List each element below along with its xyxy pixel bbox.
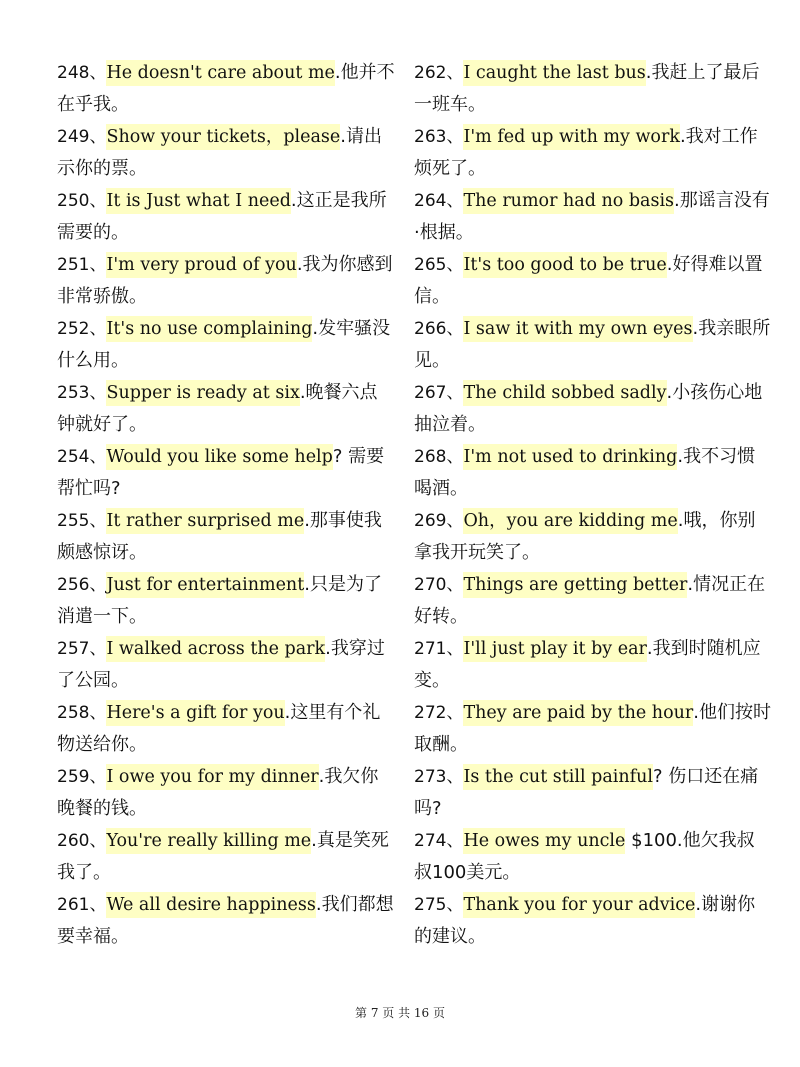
entry-number: 250、 [57, 191, 107, 211]
entry-number: 262、 [414, 63, 464, 83]
english-phrase: I saw it with my own eyes [463, 316, 692, 342]
english-phrase: I owe you for my dinner [106, 764, 318, 790]
entry-number: 251、 [57, 255, 107, 275]
phrase-entry [57, 825, 395, 889]
entry-number: 266、 [414, 319, 464, 339]
phrase-entry [57, 121, 395, 185]
chinese-translation: .我们都想要幸福。 [57, 894, 394, 947]
chinese-translation: .那谣言没有·根据。 [414, 190, 770, 243]
chinese-translation: .我穿过了公园。 [57, 638, 385, 691]
entry-number: 255、 [57, 511, 107, 531]
phrase-entry [57, 697, 395, 761]
entry-number: 257、 [57, 639, 107, 659]
english-phrase: I'll just play it by ear [463, 636, 646, 662]
english-phrase: It is Just what I need [106, 188, 290, 214]
phrase-entry [57, 441, 395, 505]
english-phrase: I caught the last bus [463, 60, 645, 86]
entry-number: 274、 [414, 831, 464, 851]
english-phrase: Just for entertainment [106, 572, 304, 598]
phrase-entry [414, 185, 772, 249]
entry-number: 263、 [414, 127, 464, 147]
phrase-entry [414, 633, 772, 697]
entry-number: 273、 [414, 767, 464, 787]
phrase-entry [57, 377, 395, 441]
phrase-entry [414, 57, 772, 121]
entry-number: 249、 [57, 127, 107, 147]
phrase-entry [414, 761, 772, 825]
english-phrase: Oh，you are kidding me [463, 508, 677, 534]
phrase-entry [57, 185, 395, 249]
entry-number: 275、 [414, 895, 464, 915]
chinese-translation: ? 需要帮忙吗? [57, 446, 385, 499]
chinese-translation: .发牢骚没什么用。 [57, 318, 391, 371]
right-column [414, 57, 772, 953]
phrase-entry [414, 825, 772, 889]
chinese-translation: .谢谢你的建议。 [414, 894, 756, 947]
phrase-entry [57, 249, 395, 313]
chinese-translation: .晚餐六点钟就好了。 [57, 382, 378, 435]
entry-number: 258、 [57, 703, 107, 723]
english-phrase: Would you like some help [106, 444, 332, 470]
phrase-entry [57, 569, 395, 633]
chinese-translation: .他们按时取酬。 [414, 702, 771, 755]
chinese-translation: .好得难以置信。 [414, 254, 763, 307]
chinese-translation: .他并不在乎我。 [57, 62, 395, 115]
english-phrase: We all desire happiness [106, 892, 315, 918]
phrase-entry [414, 377, 772, 441]
entry-number: 268、 [414, 447, 464, 467]
phrase-entry [57, 889, 395, 953]
page-number-footer: 第 7 页 共 16 页 [355, 1006, 445, 1020]
phrase-entry [414, 313, 772, 377]
phrase-entry [57, 633, 395, 697]
english-phrase: He doesn't care about me [106, 60, 334, 86]
phrase-entry [414, 889, 772, 953]
chinese-translation: .这里有个礼物送给你。 [57, 702, 381, 755]
entry-number: 253、 [57, 383, 107, 403]
entry-number: 261、 [57, 895, 107, 915]
english-phrase: It rather surprised me [106, 508, 304, 534]
entry-number: 272、 [414, 703, 464, 723]
chinese-translation: .我对工作烦死了。 [414, 126, 758, 179]
chinese-translation: .哦，你别拿我开玩笑了。 [414, 510, 756, 563]
phrase-entry [414, 697, 772, 761]
entry-number: 264、 [414, 191, 464, 211]
phrase-entry [57, 57, 395, 121]
entry-number: 271、 [414, 639, 464, 659]
phrase-entry [57, 505, 395, 569]
english-phrase: Here's a gift for you [106, 700, 284, 726]
chinese-translation: .请出示你的票。 [57, 126, 382, 179]
chinese-translation: .我亲眼所见。 [414, 318, 771, 371]
entry-number: 248、 [57, 63, 107, 83]
english-phrase: The rumor had no basis [463, 188, 674, 214]
english-phrase: Things are getting better [463, 572, 687, 598]
chinese-translation: .这正是我所需要的。 [57, 190, 387, 243]
english-phrase: They are paid by the hour [463, 700, 693, 726]
english-phrase: I'm very proud of you [106, 252, 296, 278]
phrase-entry [414, 249, 772, 313]
english-phrase: Thank you for your advice [463, 892, 695, 918]
english-phrase: You're really killing me [106, 828, 311, 854]
english-phrase: He owes my uncle [463, 828, 625, 854]
phrase-entry [414, 121, 772, 185]
phrase-entry [414, 569, 772, 633]
phrase-entry [414, 441, 772, 505]
chinese-translation: ? 伤口还在痛吗? [414, 766, 759, 819]
english-phrase: I walked across the park [106, 636, 325, 662]
chinese-translation: .那事使我颇感惊讶。 [57, 510, 382, 563]
phrase-entry [414, 505, 772, 569]
chinese-translation: .小孩伤心地抽泣着。 [414, 382, 763, 435]
chinese-translation: $100.他欠我叔叔100美元。 [414, 830, 755, 883]
entry-number: 259、 [57, 767, 107, 787]
phrase-entry [57, 761, 395, 825]
english-phrase: It's too good to be true [463, 252, 666, 278]
english-phrase: Is the cut still painful [463, 764, 653, 790]
entry-number: 252、 [57, 319, 107, 339]
chinese-translation: .真是笑死我了。 [57, 830, 389, 883]
english-phrase: It's no use complaining [106, 316, 312, 342]
chinese-translation: .我为你感到非常骄傲。 [57, 254, 393, 307]
chinese-translation: .我欠你晚餐的钱。 [57, 766, 379, 819]
english-phrase: I'm fed up with my work [463, 124, 680, 150]
entry-number: 270、 [414, 575, 464, 595]
entry-number: 260、 [57, 831, 107, 851]
entry-number: 265、 [414, 255, 464, 275]
entry-number: 256、 [57, 575, 107, 595]
english-phrase: I'm not used to drinking [463, 444, 677, 470]
chinese-translation: .我到时随机应变。 [414, 638, 761, 691]
left-column [57, 57, 395, 953]
english-phrase: The child sobbed sadly [463, 380, 666, 406]
english-phrase: Supper is ready at six [106, 380, 299, 406]
entry-number: 254、 [57, 447, 107, 467]
english-phrase: Show your tickets，please [106, 124, 340, 150]
entry-number: 269、 [414, 511, 464, 531]
chinese-translation: .我不习惯喝酒。 [414, 446, 756, 499]
entry-number: 267、 [414, 383, 464, 403]
phrase-entry [57, 313, 395, 377]
chinese-translation: .情况正在好转。 [414, 574, 766, 627]
chinese-translation: .我赶上了最后一班车。 [414, 62, 760, 115]
chinese-translation: .只是为了消遣一下。 [57, 574, 382, 627]
